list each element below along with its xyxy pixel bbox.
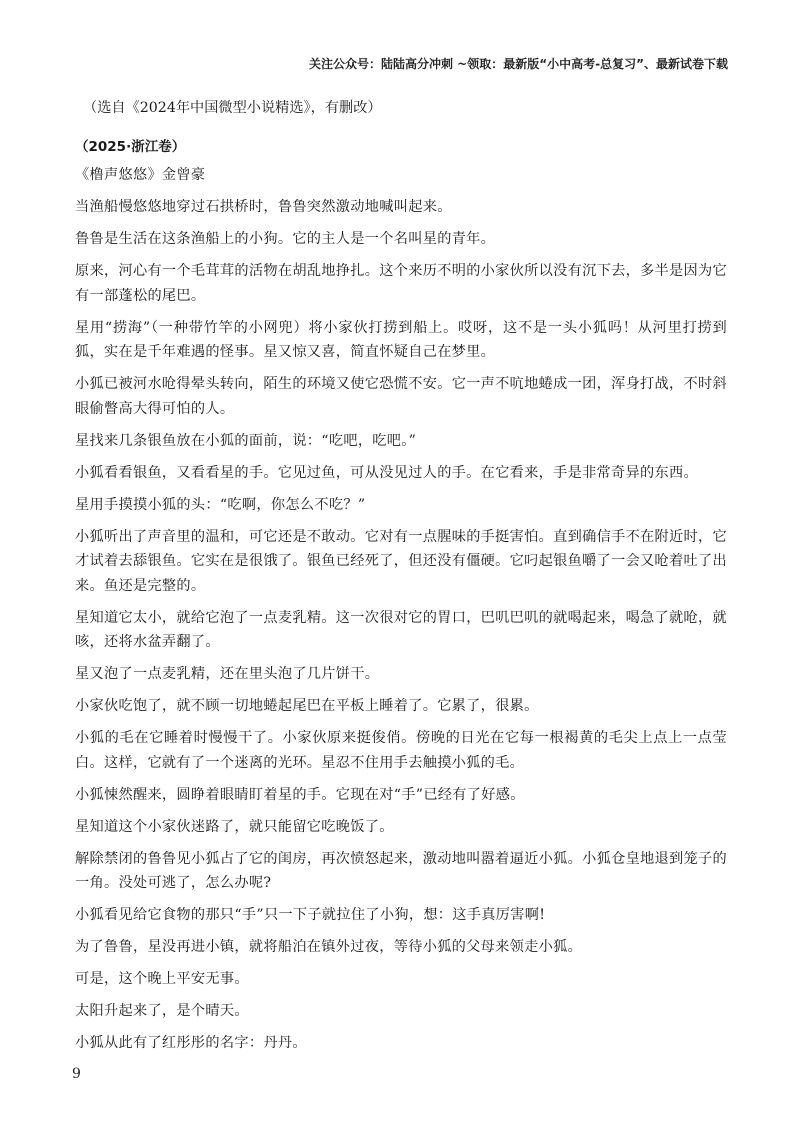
paragraph: 鲁鲁是生活在这条渔船上的小狗。它的主人是一个名叫星的青年。 bbox=[75, 231, 496, 247]
paragraph: 星用“捞海”（一种带竹竿的小网兜）将小家伙打捞到船上。哎呀，这不是一头小狐吗！从河里打捞到狐，实在是千年难遇的怪事。星又惊又喜，简直怀疑自己在梦里。 bbox=[75, 319, 727, 360]
paragraph: 可是，这个晚上平安无事。 bbox=[75, 971, 249, 987]
header-note: 关注公众号：陆陆高分冲刺 ~领取：最新版“小中高考-总复习”、最新试卷下载 bbox=[309, 57, 728, 71]
paragraph: 小狐从此有了红彤彤的名字：丹丹。 bbox=[75, 1035, 307, 1051]
paragraph: 原来，河心有一个毛茸茸的活物在胡乱地挣扎。这个来历不明的小家伙所以没有沉下去，多半是因为它有一部蓬松的尾巴。 bbox=[75, 263, 727, 304]
paragraph: 星找来几条银鱼放在小狐的面前，说：“吃吧，吃吧。” bbox=[75, 432, 417, 449]
paragraph: 星用手摸摸小狐的头：“吃啊，你怎么不吃？” bbox=[75, 496, 366, 513]
story-title: 《橹声悠悠》金曾豪 bbox=[75, 167, 206, 183]
page-number: 9 bbox=[72, 1066, 81, 1082]
paragraph: 小狐悚然醒来，圆睁着眼睛盯着星的手。它现在对“手”已经有了好感。 bbox=[75, 786, 525, 803]
paragraph: 星知道这个小家伙迷路了，就只能留它吃晚饭了。 bbox=[75, 818, 394, 835]
source-citation: （选自《2024年中国微型小说精选》，有删改） bbox=[83, 100, 382, 116]
document-body bbox=[75, 96, 727, 1063]
paragraph: 小狐看见给它食物的那只“手”只一下子就拉住了小狗，想：这手真厉害啊! bbox=[75, 907, 546, 923]
paragraph: 为了鲁鲁，星没再进小镇，就将船泊在镇外过夜，等待小狐的父母来领走小狐。 bbox=[75, 939, 583, 955]
paragraph: 当渔船慢悠悠地穿过石拱桥时，鲁鲁突然激动地喊叫起来。 bbox=[75, 199, 452, 215]
paragraph: 小狐看看银鱼，又看看星的手。它见过鱼，可从没见过人的手。在它看来，手是非常奇异的东西。 bbox=[75, 464, 698, 481]
paragraph: 星又泡了一点麦乳精，还在里头泡了几片饼干。 bbox=[75, 666, 380, 682]
paragraph: 小狐的毛在它睡着时慢慢干了。小家伙原来挺俊俏。傍晚的日光在它每一根褐黄的毛尖上点上一点莹白。这样，它就有了一个迷离的光环。星忍不住用手去触摸小狐的毛。 bbox=[75, 730, 727, 771]
section-tag: （2025·浙江卷） bbox=[75, 138, 186, 155]
paragraph: 小狐已被河水呛得晕头转向，陌生的环境又使它恐慌不安。它一声不吭地蜷成一团，浑身打战，不时斜眼偷瞥高大得可怕的人。 bbox=[75, 376, 727, 417]
paragraph: 小狐听出了声音里的温和，可它还是不敢动。它对有一点腥味的手挺害怕。直到确信手不在附近时，它才试着去舔银鱼。它实在是很饿了。银鱼已经死了，但还没有僵硬。它叼起银鱼嚼了一会又呛着吐了出来。鱼还是完整的。 bbox=[75, 528, 727, 594]
paragraph: 星知道它太小，就给它泡了一点麦乳精。这一次很对它的胃口，巴叽巴叽的就喝起来，喝急了就呛，就咳，还将水盆弄翻了。 bbox=[75, 609, 727, 650]
paragraph: 解除禁闭的鲁鲁见小狐占了它的闺房，再次愤怒起来，激动地叫嚣着逼近小狐。小狐仓皇地退到笼子的一角。没处可逃了，怎么办呢? bbox=[75, 850, 727, 891]
paragraph: 太阳升起来了，是个晴天。 bbox=[75, 1003, 249, 1019]
paragraph: 小家伙吃饱了，就不顾一切地蜷起尾巴在平板上睡着了。它累了，很累。 bbox=[75, 698, 539, 714]
